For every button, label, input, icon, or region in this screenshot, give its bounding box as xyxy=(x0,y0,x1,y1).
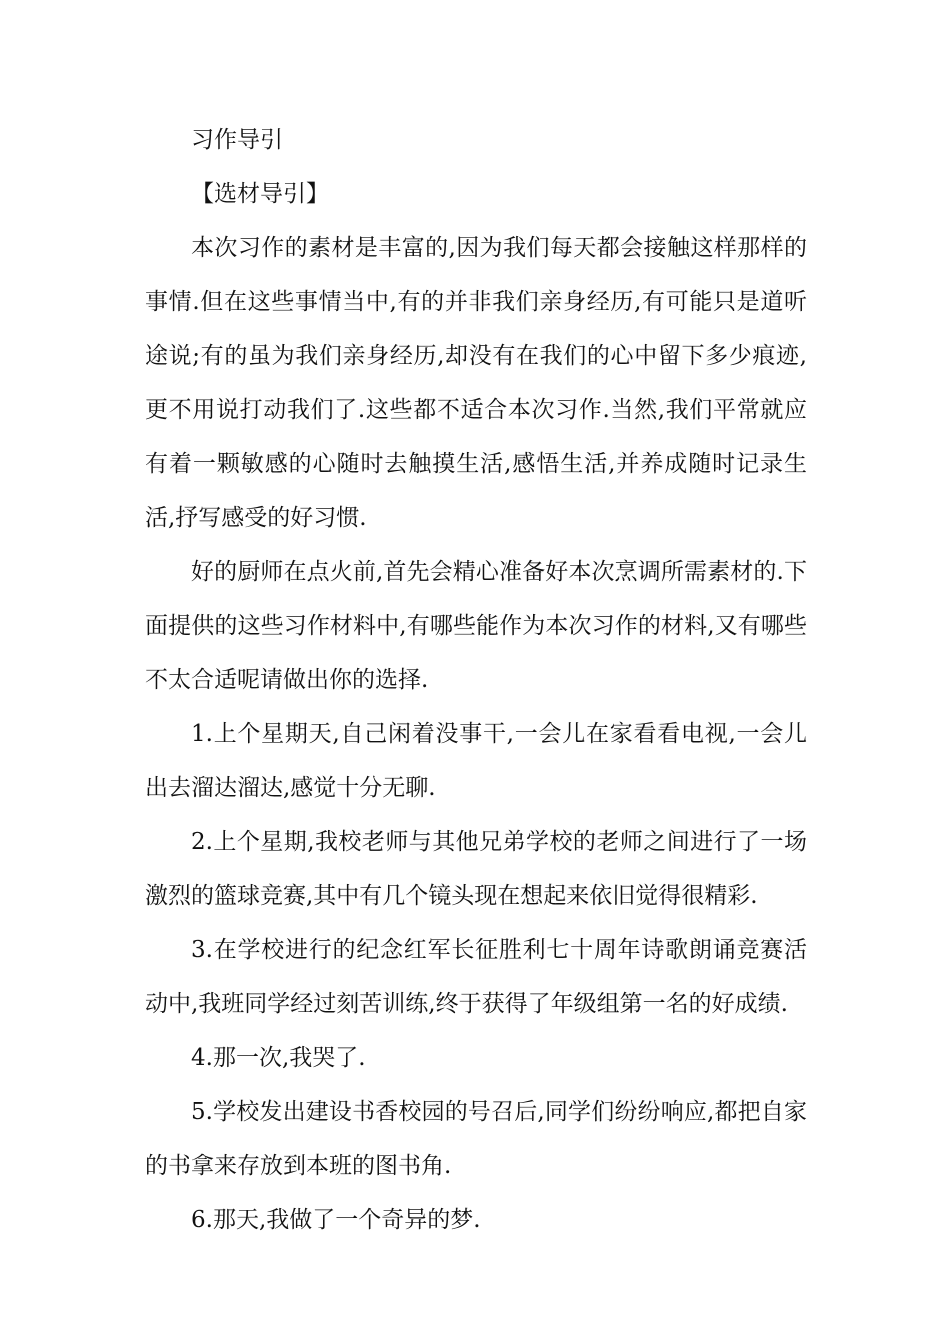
material-item-2: 2.上个星期,我校老师与其他兄弟学校的老师之间进行了一场激烈的篮球竞赛,其中有几个镜头现在想起来依旧觉得很精彩. xyxy=(145,829,807,909)
document-body xyxy=(145,113,807,1247)
material-item-6: 6.那天,我做了一个奇异的梦. xyxy=(191,1207,481,1233)
instruction-paragraph: 好的厨师在点火前,首先会精心准备好本次烹调所需素材的.下面提供的这些习作材料中,有哪些能作为本次习作的材料,又有哪些不太合适呢请做出你的选择. xyxy=(145,559,807,693)
intro-paragraph: 本次习作的素材是丰富的,因为我们每天都会接触这样那样的事情.但在这些事情当中,有的并非我们亲身经历,有可能只是道听途说;有的虽为我们亲身经历,却没有在我们的心中留下多少痕迹,更不用说打动我们了.这些都不适合本次习作.当然,我们平常就应有着一颗敏感的心随时去触摸生活,感悟生活,并养成随时记录生活,抒写感受的好习惯. xyxy=(145,235,807,531)
material-item-4: 4.那一次,我哭了. xyxy=(191,1045,366,1071)
section-heading: 【选材导引】 xyxy=(191,181,329,207)
material-item-1: 1.上个星期天,自己闲着没事干,一会儿在家看看电视,一会儿出去溜达溜达,感觉十分无聊. xyxy=(145,721,807,801)
material-item-5: 5.学校发出建设书香校园的号召后,同学们纷纷响应,都把自家的书拿来存放到本班的图书角. xyxy=(145,1099,807,1179)
document-heading: 习作导引 xyxy=(191,127,283,153)
material-item-3: 3.在学校进行的纪念红军长征胜利七十周年诗歌朗诵竞赛活动中,我班同学经过刻苦训练,终于获得了年级组第一名的好成绩. xyxy=(145,937,807,1017)
